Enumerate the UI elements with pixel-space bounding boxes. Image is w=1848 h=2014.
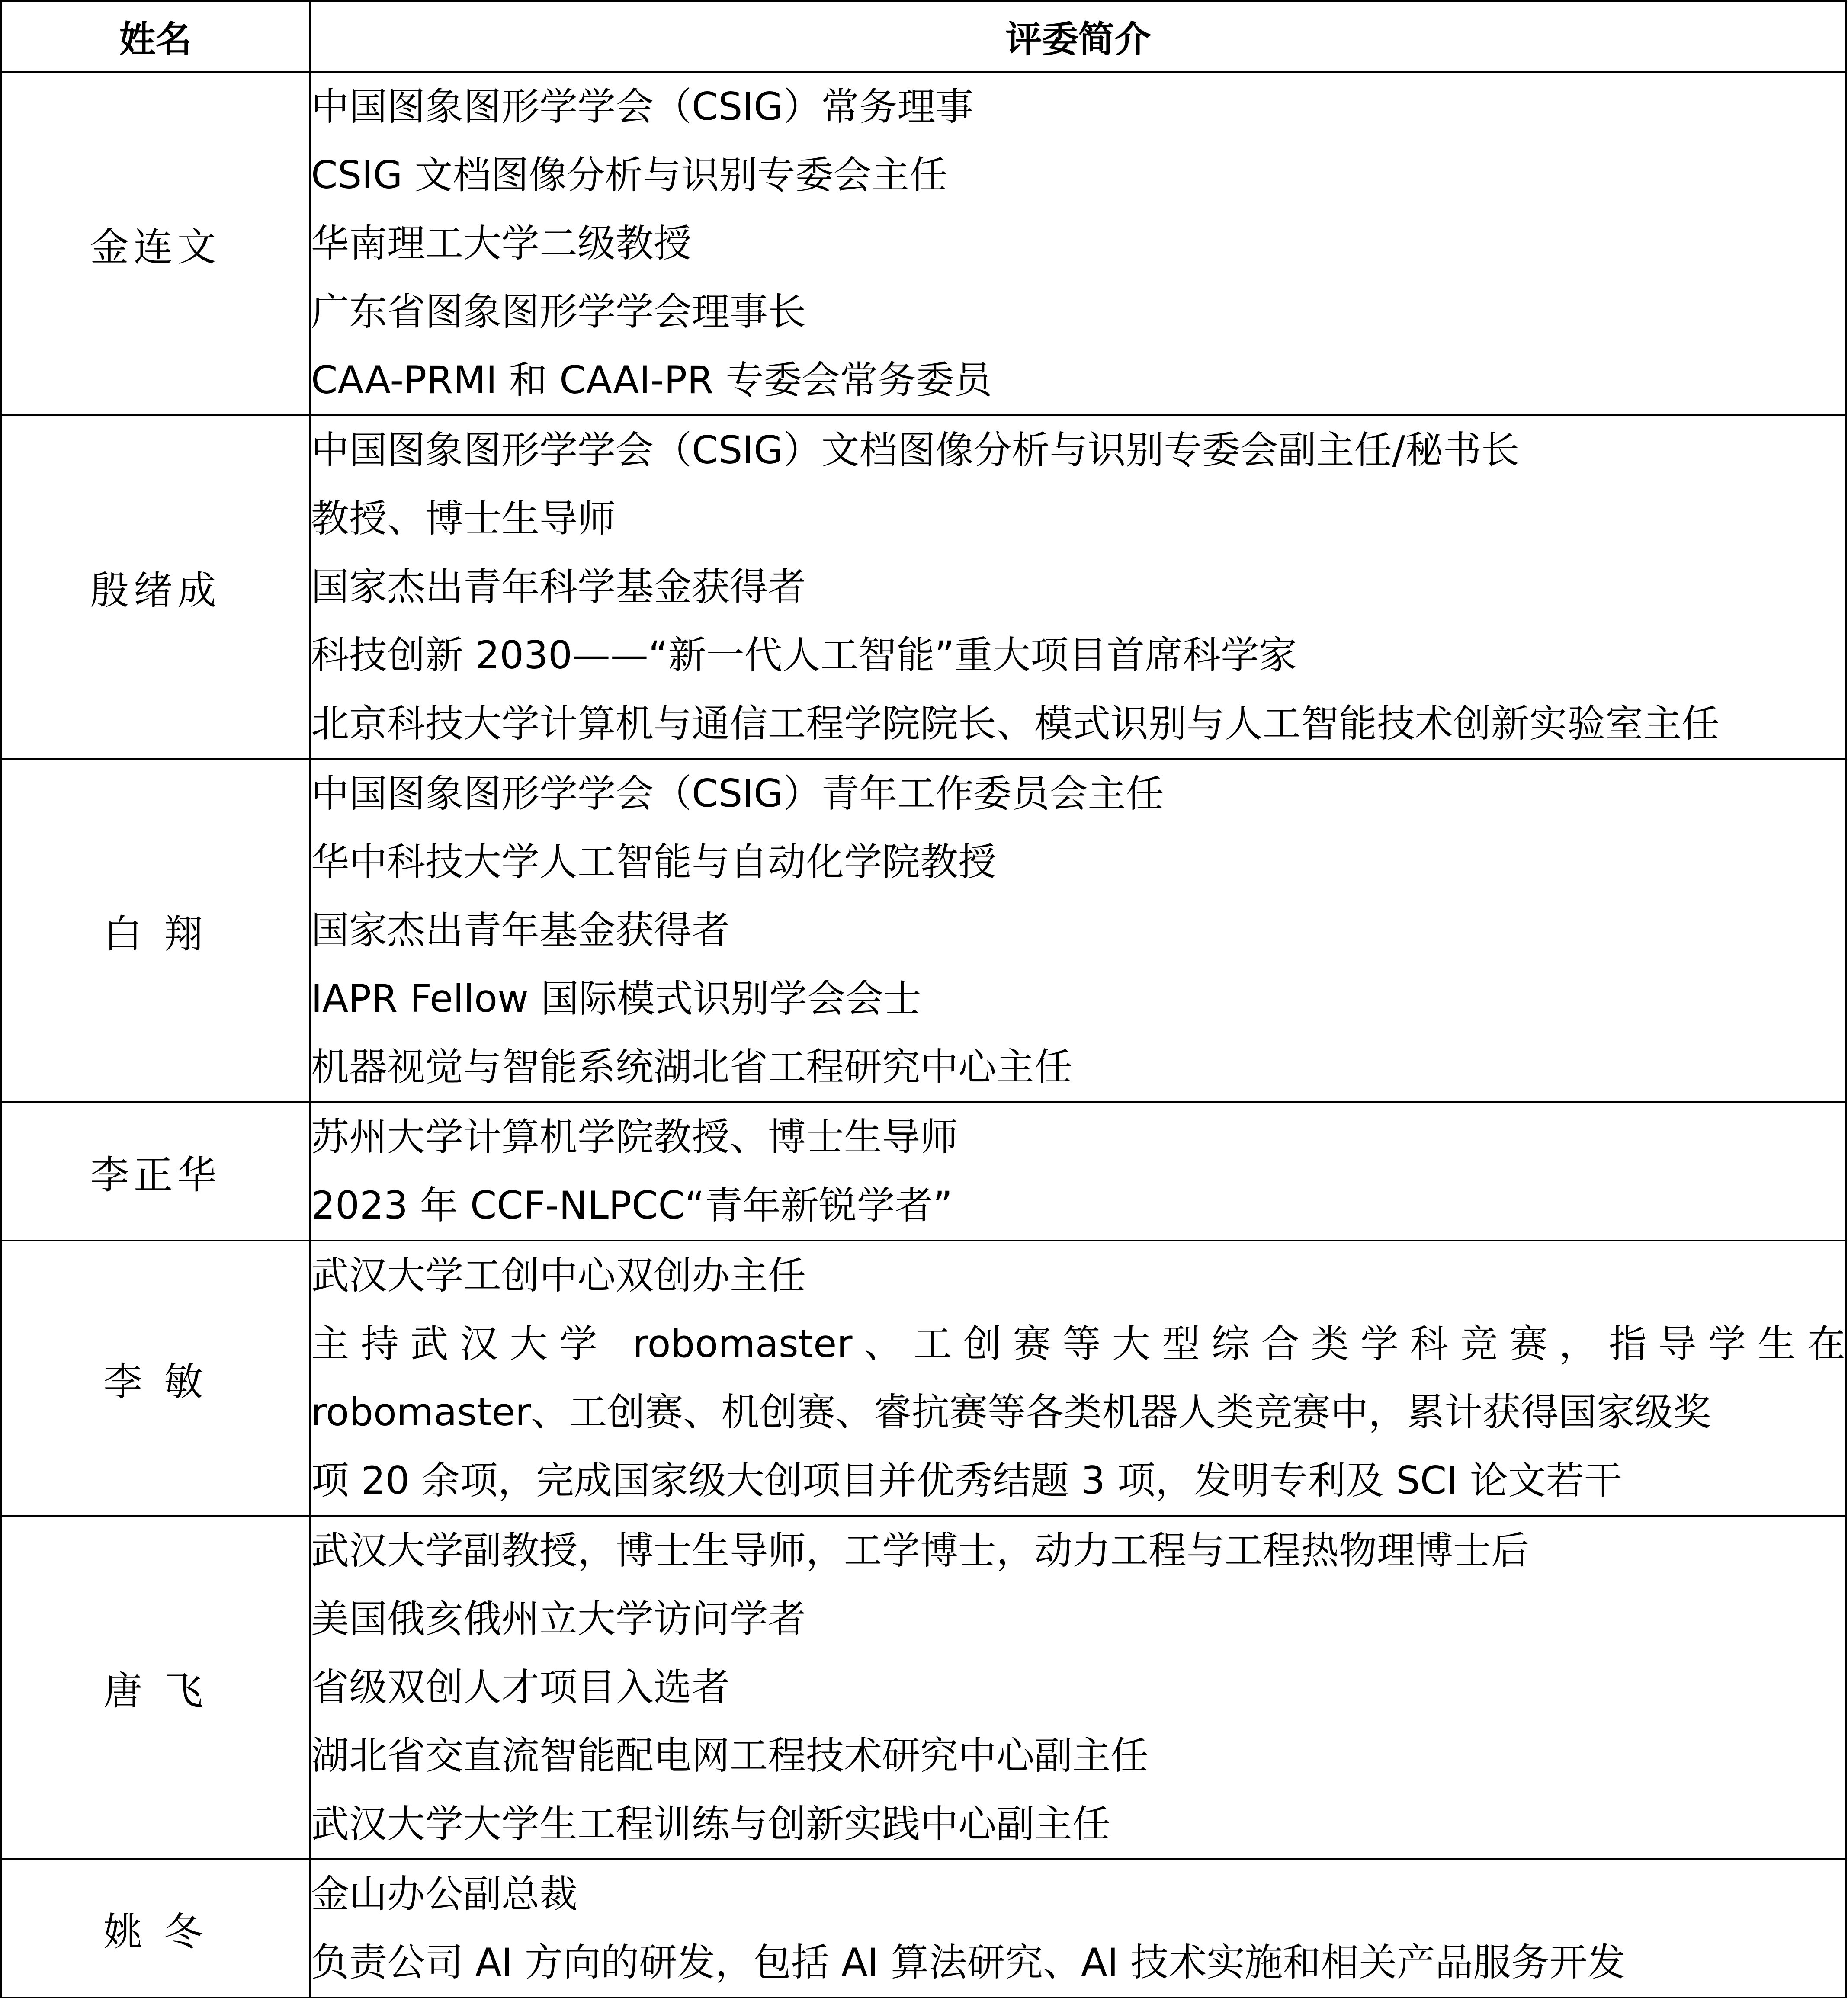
judge-name: 殷绪成 [90,568,221,613]
intro-cell [310,759,1846,1102]
table-row [1,1516,1846,1859]
intro-line: 中国图象图形学学会（CSIG）文档图像分析与识别专委会副主任/秘书长 [311,428,1520,472]
intro-line: 华南理工大学二级教授 [311,221,692,266]
intro-line: 金山办公副总裁 [311,1872,578,1916]
intro-line: 中国图象图形学学会（CSIG）常务理事 [311,84,974,129]
intro-cell [310,1102,1846,1241]
header-row [1,1,1846,72]
intro-line: 2023 年 CCF-NLPCC“青年新锐学者” [311,1183,953,1228]
intro-cell [310,1241,1846,1516]
intro-line: 主持武汉大学 robomaster、工创赛等大型综合类学科竞赛，指导学生在 [311,1321,1845,1366]
name-cell [1,1241,310,1516]
judge-name: 李正华 [90,1152,221,1198]
intro-cell [310,1859,1846,1998]
table-row [1,759,1846,1102]
name-cell [1,759,310,1102]
judge-name: 白 翔 [103,911,208,957]
intro-line: 中国图象图形学学会（CSIG）青年工作委员会主任 [311,771,1164,816]
table-row [1,1241,1846,1516]
intro-line: 武汉大学大学生工程训练与创新实践中心副主任 [311,1802,1111,1846]
intro-cell [310,415,1846,759]
intro-line: 苏州大学计算机学院教授、博士生导师 [311,1115,959,1159]
intro-line: CAA-PRMI 和 CAAI-PR 专委会常务委员 [311,358,992,402]
intro-line: 教授、博士生导师 [311,496,616,541]
header-intro: 评委简介 [310,1,1846,72]
intro-line: 华中科技大学人工智能与自动化学院教授 [311,840,997,884]
intro-line: 美国俄亥俄州立大学访问学者 [311,1597,806,1641]
table-row [1,1102,1846,1241]
intro-line: 项 20 余项，完成国家级大创项目并优秀结题 3 项，发明专利及 SCI 论文若干 [311,1458,1623,1503]
judge-name: 姚 冬 [103,1909,208,1955]
table-row [1,415,1846,759]
intro-line: 武汉大学工创中心双创办主任 [311,1253,806,1298]
intro-line: IAPR Fellow 国际模式识别学会会士 [311,976,921,1021]
intro-line: 国家杰出青年基金获得者 [311,908,730,952]
name-cell [1,1516,310,1859]
name-cell [1,72,310,415]
intro-line: 负责公司 AI 方向的研发，包括 AI 算法研究、AI 技术实施和相关产品服务开发 [311,1940,1626,1985]
intro-line: 国家杰出青年科学基金获得者 [311,564,806,609]
name-cell [1,1859,310,1998]
table-row [1,72,1846,415]
header-name: 姓名 [1,1,310,72]
intro-cell [310,1516,1846,1859]
intro-line: 湖北省交直流智能配电网工程技术研究中心副主任 [311,1733,1149,1778]
name-cell [1,1102,310,1241]
intro-cell [310,72,1846,415]
judge-name: 李 敏 [103,1359,208,1405]
judge-name: 金连文 [90,224,221,270]
intro-line: 广东省图象图形学学会理事长 [311,289,806,334]
intro-line: 科技创新 2030——“新一代人工智能”重大项目首席科学家 [311,633,1297,677]
intro-line: 北京科技大学计算机与通信工程学院院长、模式识别与人工智能技术创新实验室主任 [311,701,1720,746]
intro-line: robomaster、工创赛、机创赛、睿抗赛等各类机器人类竞赛中，累计获得国家级奖 [311,1390,1711,1434]
intro-line: 机器视觉与智能系统湖北省工程研究中心主任 [311,1045,1073,1089]
judge-name: 唐 飞 [103,1668,208,1714]
table-row [1,1859,1846,1998]
intro-line: 武汉大学副教授，博士生导师，工学博士，动力工程与工程热物理博士后 [311,1528,1530,1573]
intro-line: CSIG 文档图像分析与识别专委会主任 [311,153,948,197]
intro-line: 省级双创人才项目入选者 [311,1665,730,1709]
name-cell [1,415,310,759]
